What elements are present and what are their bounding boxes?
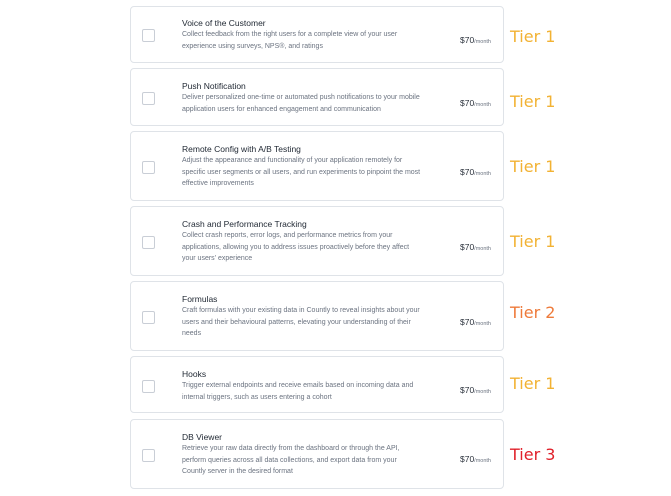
- price-period: /month: [474, 389, 491, 395]
- feature-title: DB Viewer: [182, 432, 222, 442]
- feature-title: Crash and Performance Tracking: [182, 219, 307, 229]
- feature-checkbox[interactable]: [142, 92, 155, 105]
- feature-card-crash-and-performance[interactable]: [130, 206, 504, 276]
- price-period: /month: [474, 458, 491, 464]
- tier-label: Tier 1: [510, 157, 556, 176]
- tier-label: Tier 1: [510, 27, 556, 46]
- feature-checkbox[interactable]: [142, 236, 155, 249]
- feature-card-formulas[interactable]: [130, 281, 504, 351]
- feature-card-hooks[interactable]: [130, 356, 504, 413]
- tier-label: Tier 2: [510, 303, 556, 322]
- tier-label: Tier 1: [510, 374, 556, 393]
- feature-price: [460, 93, 491, 111]
- feature-card-db-viewer[interactable]: [130, 419, 504, 489]
- feature-checkbox[interactable]: [142, 380, 155, 393]
- price-period: /month: [474, 102, 491, 108]
- price-period: /month: [474, 321, 491, 327]
- feature-title: Remote Config with A/B Testing: [182, 144, 301, 154]
- feature-title: Push Notification: [182, 81, 246, 91]
- tier-label: Tier 3: [510, 445, 556, 464]
- price-amount: $70: [459, 35, 475, 45]
- feature-title: Hooks: [182, 369, 207, 379]
- feature-title: Formulas: [182, 294, 218, 304]
- feature-title: Voice of the Customer: [182, 18, 266, 28]
- feature-price: [460, 237, 491, 255]
- feature-card-remote-config[interactable]: [130, 131, 504, 201]
- feature-description: Craft formulas with your existing data in Countly to reveal insights about your users and their behavioural patterns, elevating your understanding of their needs: [182, 307, 420, 337]
- price-amount: $70: [459, 317, 475, 327]
- feature-description: Trigger external endpoints and receive emails based on incoming data and internal triggers, such as users entering a cohort: [182, 382, 414, 401]
- feature-price: [460, 30, 491, 48]
- feature-checkbox[interactable]: [142, 311, 155, 324]
- feature-price: [460, 380, 491, 398]
- price-period: /month: [474, 39, 491, 45]
- feature-description: Adjust the appearance and functionality of your application remotely for specific user segments or all users, and run experiments to pinpoint the most effective improvements: [182, 157, 421, 187]
- feature-description: Collect feedback from the right users for a complete view of your user experience using surveys, NPS®, and ratings: [182, 31, 398, 50]
- feature-checkbox[interactable]: [142, 449, 155, 462]
- feature-price: [460, 449, 491, 467]
- price-amount: $70: [459, 385, 475, 395]
- feature-card-push-notification[interactable]: [130, 68, 504, 126]
- feature-description: Deliver personalized one-time or automated push notifications to your mobile application users for enhanced engagement and communication: [182, 94, 420, 113]
- feature-price: [460, 162, 491, 180]
- price-period: /month: [474, 171, 491, 177]
- feature-checkbox[interactable]: [142, 29, 155, 42]
- feature-description: Collect crash reports, error logs, and performance metrics from your applications, allowing you to address issues proactively before they affect your users' experience: [182, 232, 410, 262]
- price-amount: $70: [459, 98, 475, 108]
- feature-card-voice-of-the-customer[interactable]: [130, 6, 504, 63]
- feature-price: [460, 312, 491, 330]
- price-amount: $70: [459, 167, 475, 177]
- feature-checkbox[interactable]: [142, 161, 155, 174]
- feature-description: Retrieve your raw data directly from the dashboard or through the API, perform queries across all data collections, and export data from your Countly server in the desired format: [182, 445, 400, 475]
- price-amount: $70: [459, 454, 475, 464]
- price-amount: $70: [459, 242, 475, 252]
- price-period: /month: [474, 246, 491, 252]
- tier-label: Tier 1: [510, 92, 556, 111]
- tier-label: Tier 1: [510, 232, 556, 251]
